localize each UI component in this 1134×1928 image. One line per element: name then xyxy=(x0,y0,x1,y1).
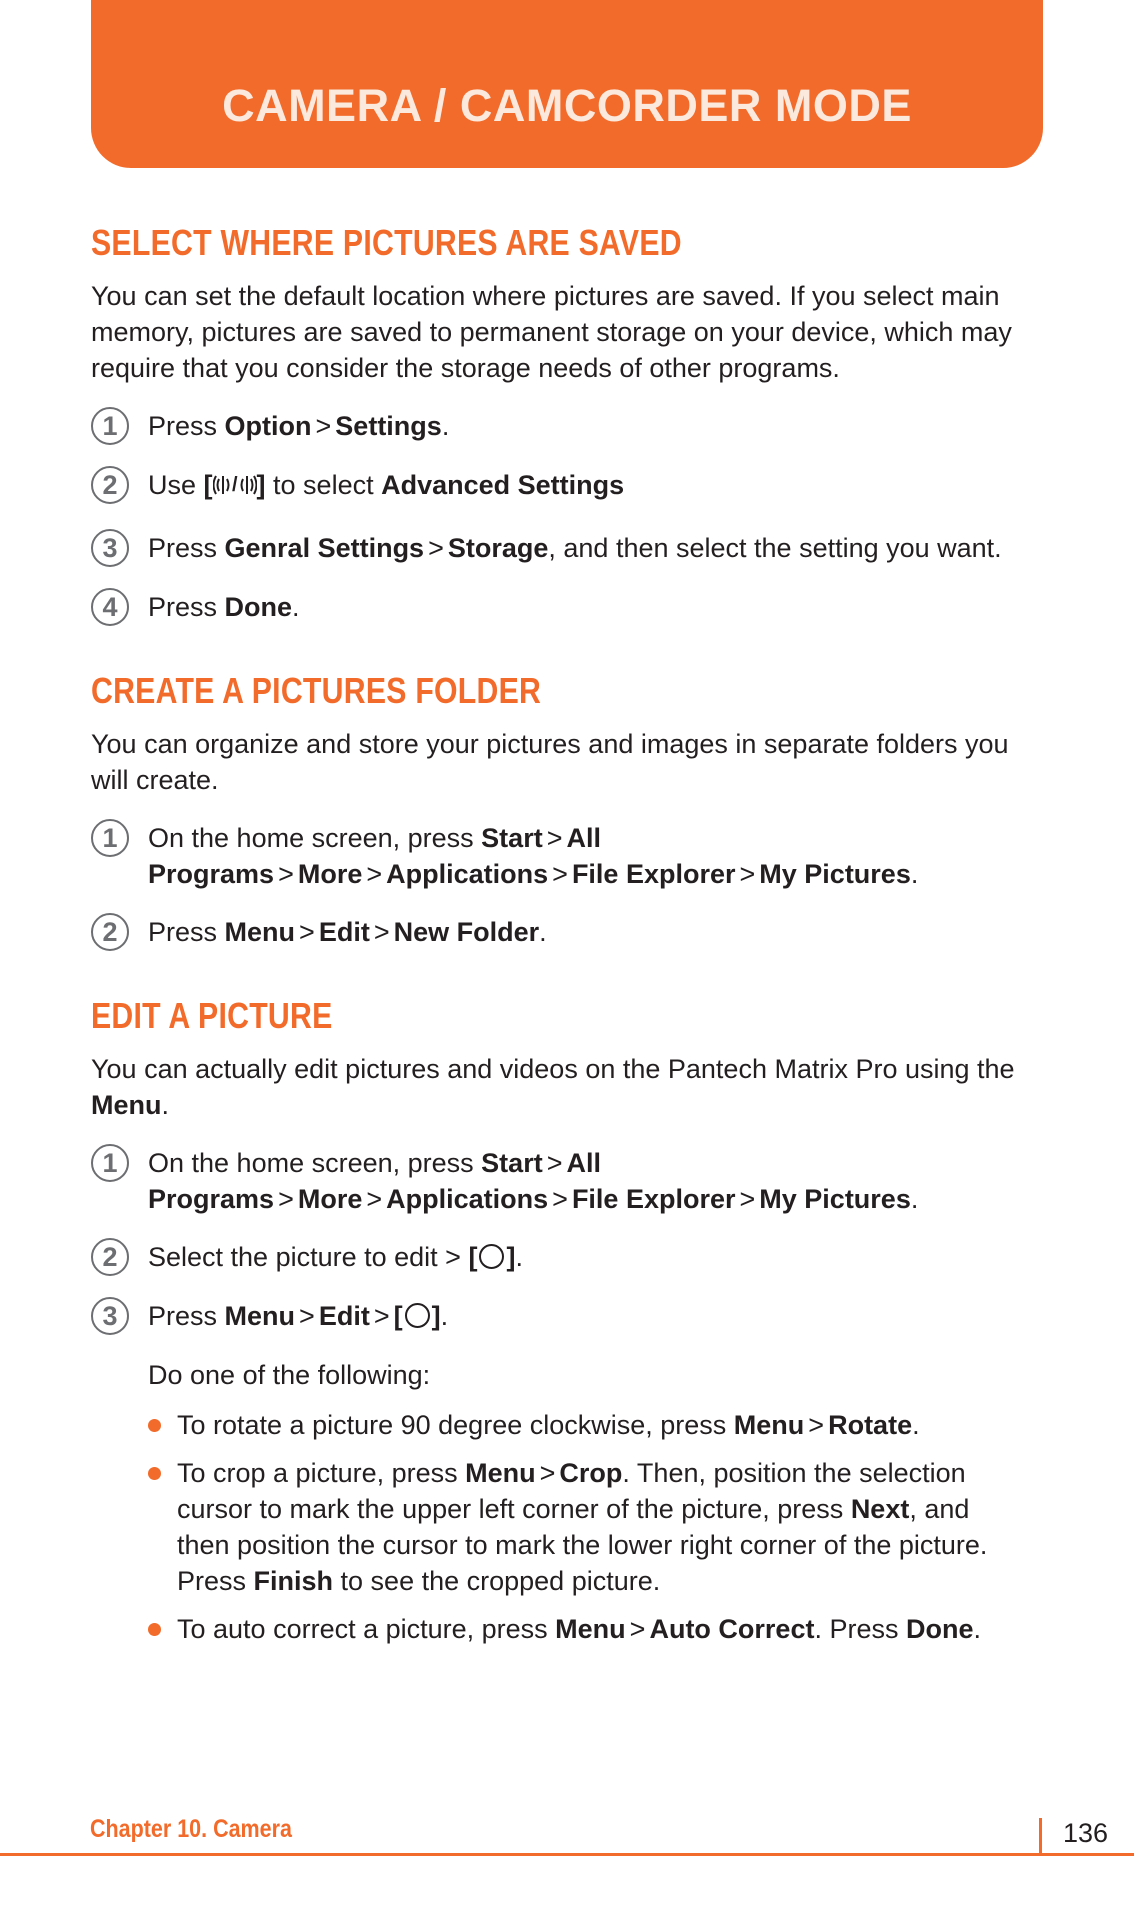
svg-text:/: / xyxy=(231,474,238,496)
select-key-icon xyxy=(405,1303,430,1328)
bullet-text: To crop a picture, press Menu > Crop. Then, position the selection cursor to mark the upper left corner of the picture, press Next, and then position the cursor to mark the lower right corner of the picture. Press Finish to see the cropped picture. xyxy=(177,1458,988,1596)
bullet-item xyxy=(148,1455,1051,1599)
step-text: Use [ / ] to select Advanced Settings xyxy=(148,467,1048,508)
step-item xyxy=(91,467,1051,508)
section-title-save-location: SELECT WHERE PICTURES ARE SAVED xyxy=(91,222,682,263)
bullet-text: To rotate a picture 90 degree clockwise, press Menu > Rotate. xyxy=(177,1410,920,1440)
step-number: 2 xyxy=(91,1238,129,1276)
header-banner xyxy=(91,0,1043,168)
section-title-create-folder: CREATE A PICTURES FOLDER xyxy=(91,670,542,711)
bullet-dot xyxy=(148,1419,161,1432)
section-intro: You can organize and store your pictures and images in separate folders you will create. xyxy=(91,729,1009,795)
section-intro: You can actually edit pictures and videos on the Pantech Matrix Pro using the Menu. xyxy=(91,1054,1015,1120)
step-item xyxy=(91,1239,1051,1276)
step-item xyxy=(91,914,1051,951)
step-item xyxy=(91,408,1051,445)
step-text: On the home screen, press Start > All Programs > More > Applications > File Explorer > My Pictures. xyxy=(148,1148,919,1214)
step-number: 2 xyxy=(91,913,129,951)
step-text: Press Menu > Edit > New Folder. xyxy=(148,917,547,947)
section-title-edit-picture: EDIT A PICTURE xyxy=(91,995,333,1036)
step-item xyxy=(91,1145,1051,1217)
step-number: 3 xyxy=(91,1297,129,1335)
step-number: 1 xyxy=(91,819,129,857)
footer-rule xyxy=(0,1853,1134,1856)
step-item xyxy=(91,530,1051,567)
step-text: Press Option > Settings. xyxy=(148,411,450,441)
bullet-text: To auto correct a picture, press Menu > Auto Correct. Press Done. xyxy=(177,1614,982,1644)
step-item xyxy=(91,820,1051,892)
step-item xyxy=(91,589,1051,626)
bullet-item xyxy=(148,1407,1051,1443)
step-text: Press Menu > Edit > [ ]. xyxy=(148,1301,449,1331)
step-number: 3 xyxy=(91,529,129,567)
page-content xyxy=(91,222,1051,1659)
step-item xyxy=(91,1298,1051,1335)
step-text: Press Genral Settings > Storage, and then select the setting you want. xyxy=(148,533,1002,563)
volume-keys-icon xyxy=(213,471,257,508)
footer-chapter-label: Chapter 10. Camera xyxy=(90,1815,292,1843)
step-number: 2 xyxy=(91,466,129,504)
select-key-icon xyxy=(479,1244,504,1269)
page-title: CAMERA / CAMCORDER MODE xyxy=(222,80,912,131)
step-text: Select the picture to edit > [ ]. xyxy=(148,1242,523,1272)
bullet-item xyxy=(148,1611,1051,1647)
section-intro: You can set the default location where pictures are saved. If you select main memory, pictures are saved to permanent storage on your device, which may require that you consider the storage needs of other programs. xyxy=(91,281,1012,383)
page-number: 136 xyxy=(1063,1818,1109,1848)
step-number: 1 xyxy=(91,407,129,445)
footer-divider-tick xyxy=(1039,1818,1042,1856)
step-number: 1 xyxy=(91,1144,129,1182)
bullet-dot xyxy=(148,1467,161,1480)
bullet-dot xyxy=(148,1623,161,1636)
step-text: On the home screen, press Start > All Programs > More > Applications > File Explorer > My Pictures. xyxy=(148,823,919,889)
step-number: 4 xyxy=(91,588,129,626)
sub-intro: Do one of the following: xyxy=(148,1360,431,1390)
step-text: Press Done. xyxy=(148,592,300,622)
